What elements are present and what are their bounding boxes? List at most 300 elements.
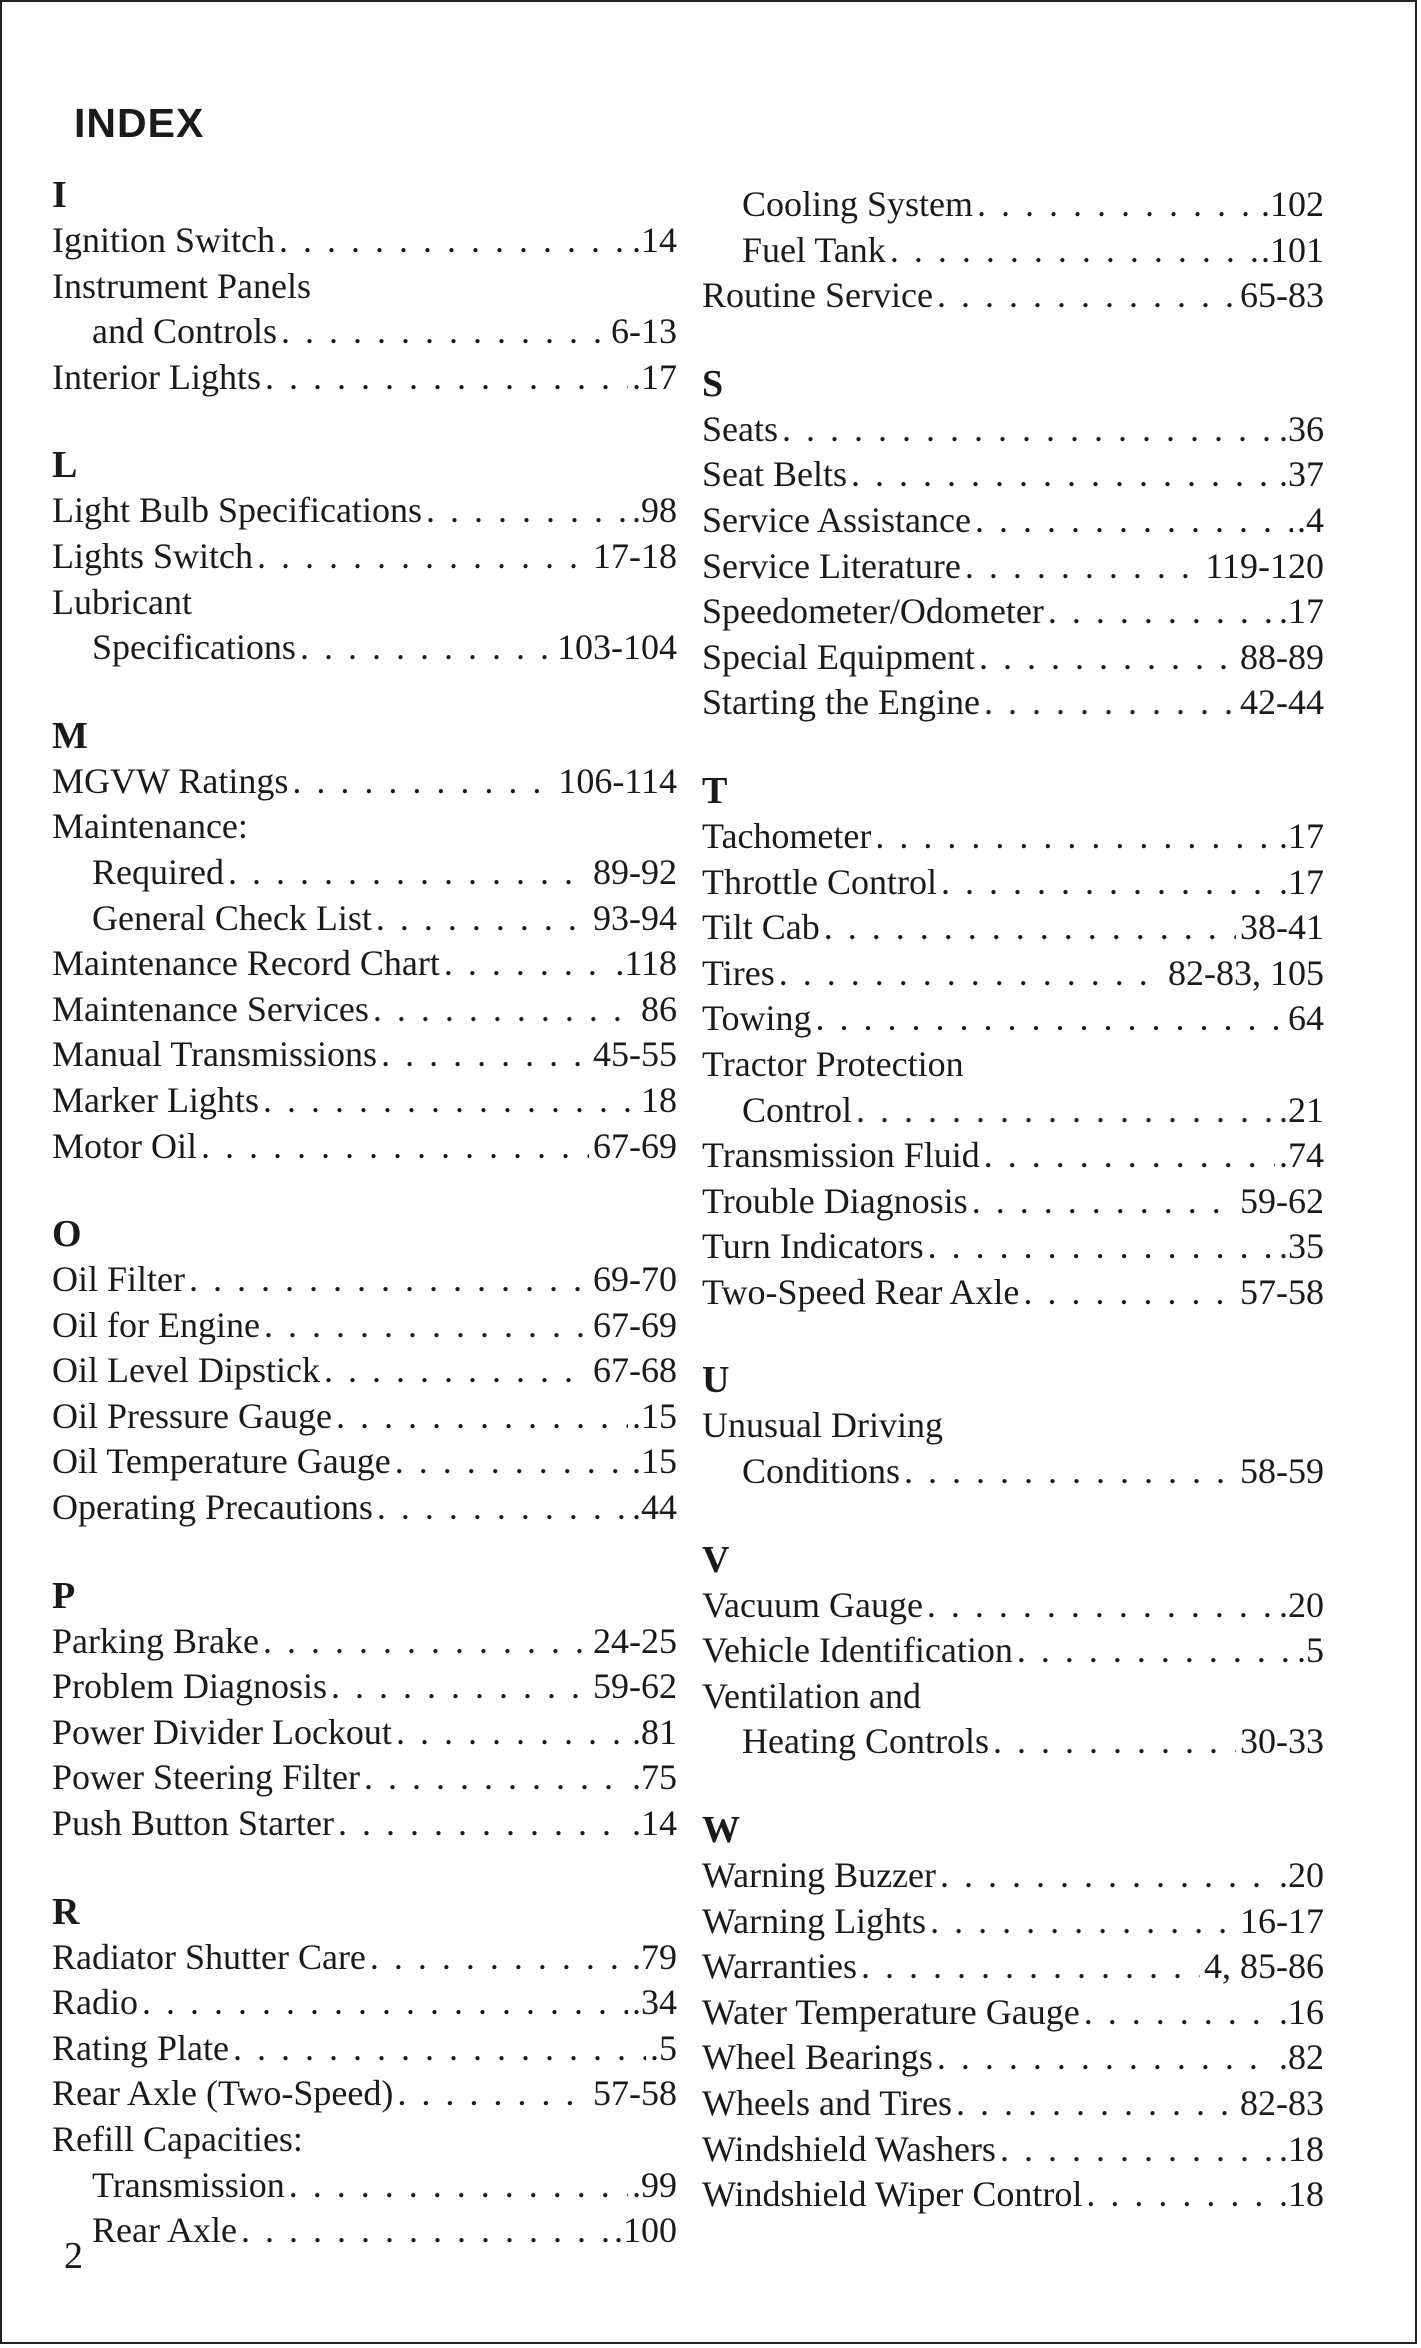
- entry-page-reference: 64: [1288, 998, 1324, 1039]
- index-entry: [702, 498, 1324, 544]
- index-entry: [702, 2081, 1324, 2127]
- index-section: [702, 319, 1324, 726]
- dot-leader: [1084, 1990, 1275, 2036]
- entry-page-reference: .81: [632, 1711, 677, 1752]
- entry-page-reference: 106-114: [558, 760, 677, 801]
- entry-term: Oil Level Dipstick: [52, 1350, 320, 1391]
- entry-page-reference: 57-58: [1240, 1271, 1324, 1312]
- index-section: [52, 1169, 677, 1531]
- entry-page-reference: .35: [1279, 1226, 1324, 1267]
- index-entry: [52, 987, 677, 1033]
- index-entry: [702, 1990, 1324, 2036]
- entry-page-reference: .17: [1279, 591, 1324, 632]
- section-letter: S: [702, 362, 724, 405]
- index-entry: [52, 1619, 677, 1665]
- entry-page-reference: 69-70: [593, 1259, 677, 1300]
- entry-term: Seats: [702, 408, 778, 449]
- dot-leader: [941, 860, 1275, 906]
- index-entry: [52, 1348, 677, 1394]
- dot-leader: [281, 309, 607, 355]
- index-entry: [702, 2127, 1324, 2173]
- entry-page-reference: .101: [1261, 229, 1324, 270]
- dot-leader: [824, 905, 1236, 951]
- dot-leader: [265, 355, 628, 401]
- section-spacer: [52, 1169, 677, 1197]
- section-letter: P: [52, 1574, 76, 1617]
- index-entry: [52, 264, 677, 310]
- entry-term: Lubricant: [52, 581, 192, 622]
- index-entry: [702, 1270, 1324, 1316]
- index-entry: [52, 1664, 677, 1710]
- entry-page-reference: .98: [632, 490, 677, 531]
- entry-page-reference: 57-58: [593, 2073, 677, 2114]
- entry-term: Wheel Bearings: [702, 2037, 933, 2078]
- entry-page-reference: .15: [632, 1441, 677, 1482]
- index-entry: [702, 228, 1324, 274]
- dot-leader: [851, 452, 1275, 498]
- dot-leader: [364, 1755, 628, 1801]
- entry-page-reference: .100: [614, 2210, 677, 2251]
- index-entry: [52, 1980, 677, 2026]
- index-entry: [52, 1124, 677, 1170]
- entry-term: Service Literature: [702, 545, 961, 586]
- entry-term: Transmission: [92, 2164, 285, 2205]
- index-entry: [702, 1224, 1324, 1270]
- entry-term: Rating Plate: [52, 2027, 229, 2068]
- section-letter: U: [702, 1359, 730, 1402]
- index-entry: [702, 544, 1324, 590]
- index-entry: [702, 1133, 1324, 1179]
- index-entry: [52, 2117, 677, 2163]
- section-spacer: [52, 400, 677, 428]
- section-spacer: [702, 1765, 1324, 1793]
- entry-page-reference: 58-59: [1240, 1451, 1324, 1492]
- index-entry: [52, 804, 677, 850]
- index-entry: [702, 2172, 1324, 2218]
- entry-term: Maintenance Services: [52, 988, 369, 1029]
- entry-term: Problem Diagnosis: [52, 1666, 327, 1707]
- page-title: INDEX: [74, 100, 205, 146]
- entry-term: Operating Precautions: [52, 1487, 373, 1528]
- entry-page-reference: 59-62: [593, 1666, 677, 1707]
- index-section: [702, 182, 1324, 319]
- entry-term: Push Button Starter: [52, 1803, 335, 1844]
- entry-term: Tractor Protection: [702, 1043, 964, 1084]
- entry-term: Turn Indicators: [702, 1226, 924, 1267]
- entry-term: Radiator Shutter Care: [52, 1936, 366, 1977]
- section-spacer: [52, 1531, 677, 1559]
- entry-term: Special Equipment: [702, 636, 975, 677]
- section-spacer: [52, 1847, 677, 1875]
- entry-page-reference: .75: [632, 1757, 677, 1798]
- section-spacer: [702, 1495, 1324, 1523]
- index-entry: [702, 951, 1324, 997]
- entry-term: Refill Capacities:: [52, 2119, 303, 2159]
- dot-leader: [779, 951, 1164, 997]
- dot-leader: [972, 1179, 1236, 1225]
- entry-term: Power Steering Filter: [52, 1757, 360, 1798]
- entry-term: Marker Lights: [52, 1079, 259, 1120]
- entry-term: MGVW Ratings: [52, 760, 289, 801]
- entry-term: Two-Speed Rear Axle: [702, 1271, 1020, 1312]
- index-entry: [52, 941, 677, 987]
- dot-leader: [189, 1257, 589, 1303]
- entry-page-reference: .17: [1279, 815, 1324, 856]
- entry-page-reference: 88-89: [1240, 636, 1324, 677]
- index-entry: [702, 1853, 1324, 1899]
- entry-term: Wheels and Tires: [702, 2083, 952, 2123]
- dot-leader: [890, 228, 1257, 274]
- dot-leader: [373, 987, 637, 1033]
- dot-leader: [984, 680, 1236, 726]
- entry-page-reference: .14: [632, 1803, 677, 1844]
- entry-page-reference: .118: [615, 943, 677, 984]
- entry-page-reference: 17-18: [593, 535, 677, 576]
- entry-term: Lights Switch: [52, 535, 254, 576]
- index-entry: [702, 589, 1324, 635]
- index-entry: [52, 218, 677, 264]
- entry-page-reference: .18: [1279, 2174, 1324, 2215]
- entry-term: Tachometer: [702, 815, 872, 856]
- entry-page-reference: 82-83, 105: [1168, 952, 1324, 993]
- entry-term: Vehicle Identification: [702, 1630, 1013, 1671]
- entry-page-reference: .36: [1279, 408, 1324, 449]
- entry-term: Warranties: [702, 1946, 858, 1987]
- entry-term: Speedometer/Odometer: [702, 591, 1044, 632]
- entry-term: Vacuum Gauge: [702, 1584, 923, 1625]
- dot-leader: [1086, 2172, 1275, 2218]
- section-spacer: [702, 726, 1324, 754]
- entry-page-reference: .79: [632, 1936, 677, 1977]
- entry-term: Tilt Cab: [702, 907, 820, 948]
- entry-term: Windshield Wiper Control: [702, 2174, 1083, 2215]
- index-entry: [52, 1755, 677, 1801]
- dot-leader: [444, 941, 611, 987]
- index-entry: [702, 996, 1324, 1042]
- entry-term: Heating Controls: [742, 1721, 989, 1762]
- entry-page-reference: 42-44: [1240, 682, 1324, 723]
- entry-term: Warning Lights: [702, 1900, 927, 1941]
- entry-term: Maintenance:: [52, 806, 248, 847]
- section-letter: W: [702, 1809, 740, 1852]
- entry-page-reference: .37: [1279, 454, 1324, 495]
- dot-leader: [263, 1078, 637, 1124]
- index-section: [702, 726, 1324, 1316]
- entry-page-reference: .16: [1279, 1991, 1324, 2032]
- index-entry: [52, 1078, 677, 1124]
- entry-page-reference: 18: [641, 1079, 677, 1120]
- entry-term: Fuel Tank: [742, 229, 886, 270]
- index-entry: [52, 2163, 677, 2209]
- index-entry: [52, 625, 677, 671]
- dot-leader: [300, 625, 553, 671]
- entry-page-reference: 16-17: [1240, 1900, 1324, 1941]
- index-entry: [702, 1403, 1324, 1449]
- section-letter: M: [52, 714, 88, 757]
- entry-page-reference: 45-55: [593, 1034, 677, 1075]
- entry-term: Instrument Panels: [52, 265, 311, 306]
- dot-leader: [426, 488, 628, 534]
- entry-page-reference: .82: [1279, 2037, 1324, 2078]
- entry-page-reference: 6-13: [611, 311, 677, 352]
- dot-leader: [975, 498, 1293, 544]
- dot-leader: [875, 814, 1275, 860]
- entry-term: Control: [742, 1089, 853, 1130]
- dot-leader: [257, 534, 589, 580]
- index-entry: [702, 273, 1324, 319]
- entry-page-reference: 82-83: [1240, 2083, 1324, 2123]
- section-letter: L: [52, 444, 78, 487]
- entry-page-reference: .102: [1261, 184, 1324, 224]
- index-entry: [702, 635, 1324, 681]
- index-entry: [702, 1628, 1324, 1674]
- entry-page-reference: .44: [632, 1487, 677, 1528]
- index-entry: [52, 355, 677, 401]
- entry-page-reference: 119-120: [1205, 545, 1324, 586]
- index-entry: [52, 1303, 677, 1349]
- index-entry: [52, 1032, 677, 1078]
- dot-leader: [241, 2208, 610, 2254]
- dot-leader: [979, 635, 1236, 681]
- entry-term: Warning Buzzer: [702, 1855, 936, 1896]
- dot-leader: [395, 1439, 628, 1485]
- dot-leader: [930, 1899, 1236, 1945]
- index-entry: [702, 1449, 1324, 1495]
- section-letter: V: [702, 1538, 730, 1581]
- section-letter: O: [52, 1213, 82, 1256]
- entry-term: Routine Service: [702, 275, 933, 316]
- dot-leader: [1000, 2127, 1275, 2173]
- entry-page-reference: .5: [1297, 1630, 1324, 1671]
- entry-page-reference: 67-69: [593, 1304, 677, 1345]
- entry-page-reference: .74: [1279, 1135, 1324, 1176]
- entry-term: Transmission Fluid: [702, 1135, 980, 1176]
- entry-term: Oil Temperature Gauge: [52, 1441, 391, 1482]
- entry-term: Oil Pressure Gauge: [52, 1395, 332, 1436]
- dot-leader: [861, 1944, 1200, 1990]
- entry-page-reference: .15: [632, 1395, 677, 1436]
- entry-page-reference: .14: [632, 220, 677, 260]
- entry-term: Unusual Driving: [702, 1405, 943, 1446]
- index-entry: [52, 1257, 677, 1303]
- dot-leader: [263, 1619, 589, 1665]
- index-entry: [702, 860, 1324, 906]
- index-entry: [702, 182, 1324, 228]
- entry-page-reference: 24-25: [593, 1620, 677, 1661]
- entry-term: Parking Brake: [52, 1620, 259, 1661]
- index-entry: [52, 850, 677, 896]
- entry-page-reference: .5: [650, 2027, 677, 2068]
- entry-term: Seat Belts: [702, 454, 847, 495]
- entry-term: Motor Oil: [52, 1125, 198, 1166]
- dot-leader: [336, 1394, 628, 1440]
- index-entry: [52, 534, 677, 580]
- dot-leader: [937, 273, 1236, 319]
- dot-leader: [289, 2163, 628, 2209]
- entry-page-reference: .21: [1279, 1089, 1324, 1130]
- dot-leader: [381, 1032, 589, 1078]
- index-entry: [702, 814, 1324, 860]
- entry-page-reference: 30-33: [1240, 1721, 1324, 1762]
- index-entry: [702, 1583, 1324, 1629]
- dot-leader: [142, 1980, 628, 2026]
- index-entry: [52, 2208, 677, 2254]
- entry-page-reference: .17: [632, 356, 677, 397]
- index-entry: [52, 2071, 677, 2117]
- dot-leader: [856, 1088, 1275, 1134]
- section-spacer: [702, 319, 1324, 347]
- dot-leader: [264, 1303, 589, 1349]
- index-section: [52, 671, 677, 1169]
- entry-term: Required: [92, 851, 224, 892]
- index-entry: [702, 680, 1324, 726]
- entry-term: Conditions: [742, 1451, 901, 1492]
- dot-leader: [927, 1583, 1275, 1629]
- index-entry: [52, 1801, 677, 1847]
- dot-leader: [904, 1449, 1236, 1495]
- entry-term: Trouble Diagnosis: [702, 1180, 968, 1221]
- index-entry: [702, 2035, 1324, 2081]
- entry-term: General Check List: [92, 897, 372, 938]
- entry-term: Rear Axle (Two-Speed): [52, 2073, 394, 2114]
- index-entry: [702, 1088, 1324, 1134]
- entry-term: Throttle Control: [702, 861, 937, 902]
- index-entry: [52, 1485, 677, 1531]
- section-letter: T: [702, 769, 728, 812]
- entry-page-reference: .20: [1279, 1855, 1324, 1896]
- index-entry: [52, 759, 677, 805]
- index-entry: [702, 452, 1324, 498]
- entry-term: Maintenance Record Chart: [52, 943, 440, 984]
- section-letter: R: [52, 1890, 80, 1933]
- dot-leader: [228, 850, 589, 896]
- entry-page-reference: .17: [1279, 861, 1324, 902]
- dot-leader: [292, 759, 554, 805]
- index-entry: [52, 896, 677, 942]
- entry-page-reference: 38-41: [1240, 907, 1324, 948]
- index-right-column: [702, 182, 1324, 2218]
- dot-leader: [937, 2035, 1275, 2081]
- entry-term: Windshield Washers: [702, 2128, 996, 2169]
- entry-page-reference: 67-69: [593, 1125, 677, 1166]
- dot-leader: [940, 1853, 1275, 1899]
- index-entry: [52, 1710, 677, 1756]
- entry-term: Oil Filter: [52, 1259, 185, 1300]
- entry-term: Radio: [52, 1982, 138, 2023]
- index-entry: [52, 309, 677, 355]
- index-section: [52, 1847, 677, 2254]
- entry-term: Manual Transmissions: [52, 1034, 378, 1075]
- index-section: [52, 172, 677, 400]
- entry-page-reference: .18: [1279, 2128, 1324, 2169]
- section-spacer: [702, 1315, 1324, 1343]
- dot-leader: [370, 1935, 628, 1981]
- entry-page-reference: .4: [1297, 499, 1324, 540]
- dot-leader: [377, 1485, 628, 1531]
- index-entry: [702, 905, 1324, 951]
- index-entry: [702, 1179, 1324, 1225]
- entry-page-reference: 103-104: [557, 627, 677, 668]
- dot-leader: [1048, 589, 1275, 635]
- index-section: [52, 1531, 677, 1847]
- entry-term: Starting the Engine: [702, 682, 980, 723]
- dot-leader: [1017, 1628, 1293, 1674]
- dot-leader: [815, 996, 1284, 1042]
- dot-leader: [233, 2026, 646, 2072]
- index-entry: [702, 1719, 1324, 1765]
- entry-page-reference: .99: [632, 2164, 677, 2205]
- entry-page-reference: 67-68: [593, 1350, 677, 1391]
- dot-leader: [338, 1801, 628, 1847]
- entry-term: Specifications: [92, 627, 296, 668]
- index-entry: [52, 580, 677, 626]
- index-entry: [52, 488, 677, 534]
- dot-leader: [928, 1224, 1275, 1270]
- dot-leader: [396, 1710, 628, 1756]
- dot-leader: [782, 407, 1275, 453]
- dot-leader: [324, 1348, 589, 1394]
- entry-term: Towing: [702, 998, 812, 1039]
- entry-term: Service Assistance: [702, 499, 971, 540]
- entry-page-reference: 89-92: [593, 851, 677, 892]
- index-entry: [52, 2026, 677, 2072]
- entry-term: and Controls: [92, 311, 277, 352]
- entry-term: Cooling System: [742, 184, 974, 224]
- index-entry: [702, 1674, 1324, 1720]
- index-section: [702, 1495, 1324, 1765]
- page-number: 2: [64, 2235, 83, 2277]
- entry-page-reference: 93-94: [593, 897, 677, 938]
- entry-term: Light Bulb Specifications: [52, 490, 422, 531]
- entry-term: Rear Axle: [92, 2210, 237, 2251]
- dot-leader: [279, 218, 628, 264]
- entry-page-reference: 65-83: [1240, 275, 1324, 316]
- section-spacer: [52, 671, 677, 699]
- dot-leader: [956, 2081, 1236, 2127]
- entry-page-reference: 59-62: [1240, 1180, 1324, 1221]
- index-section: [702, 1765, 1324, 2218]
- entry-term: Interior Lights: [52, 356, 261, 397]
- index-entry: [702, 1944, 1324, 1990]
- dot-leader: [1023, 1270, 1236, 1316]
- dot-leader: [993, 1719, 1236, 1765]
- entry-page-reference: 4, 85-86: [1204, 1946, 1324, 1987]
- index-section: [702, 1315, 1324, 1494]
- index-entry: [702, 1042, 1324, 1088]
- index-entry: [52, 1394, 677, 1440]
- dot-leader: [376, 896, 589, 942]
- entry-page-reference: .20: [1279, 1584, 1324, 1625]
- index-entry: [52, 1439, 677, 1485]
- entry-term: Ignition Switch: [52, 220, 275, 260]
- entry-page-reference: 86: [641, 988, 677, 1029]
- index-entry: [52, 1935, 677, 1981]
- entry-page-reference: .34: [632, 1982, 677, 2023]
- section-letter: I: [52, 174, 67, 216]
- entry-term: Water Temperature Gauge: [702, 1991, 1080, 2032]
- entry-term: Oil for Engine: [52, 1304, 260, 1345]
- dot-leader: [965, 544, 1201, 590]
- dot-leader: [331, 1664, 589, 1710]
- entry-term: Power Divider Lockout: [52, 1711, 392, 1752]
- dot-leader: [984, 1133, 1275, 1179]
- entry-term: Ventilation and: [702, 1675, 921, 1716]
- dot-leader: [397, 2071, 589, 2117]
- index-left-column: [52, 172, 677, 2254]
- entry-term: Tires: [702, 952, 775, 993]
- index-entry: [702, 1899, 1324, 1945]
- index-section: [52, 400, 677, 670]
